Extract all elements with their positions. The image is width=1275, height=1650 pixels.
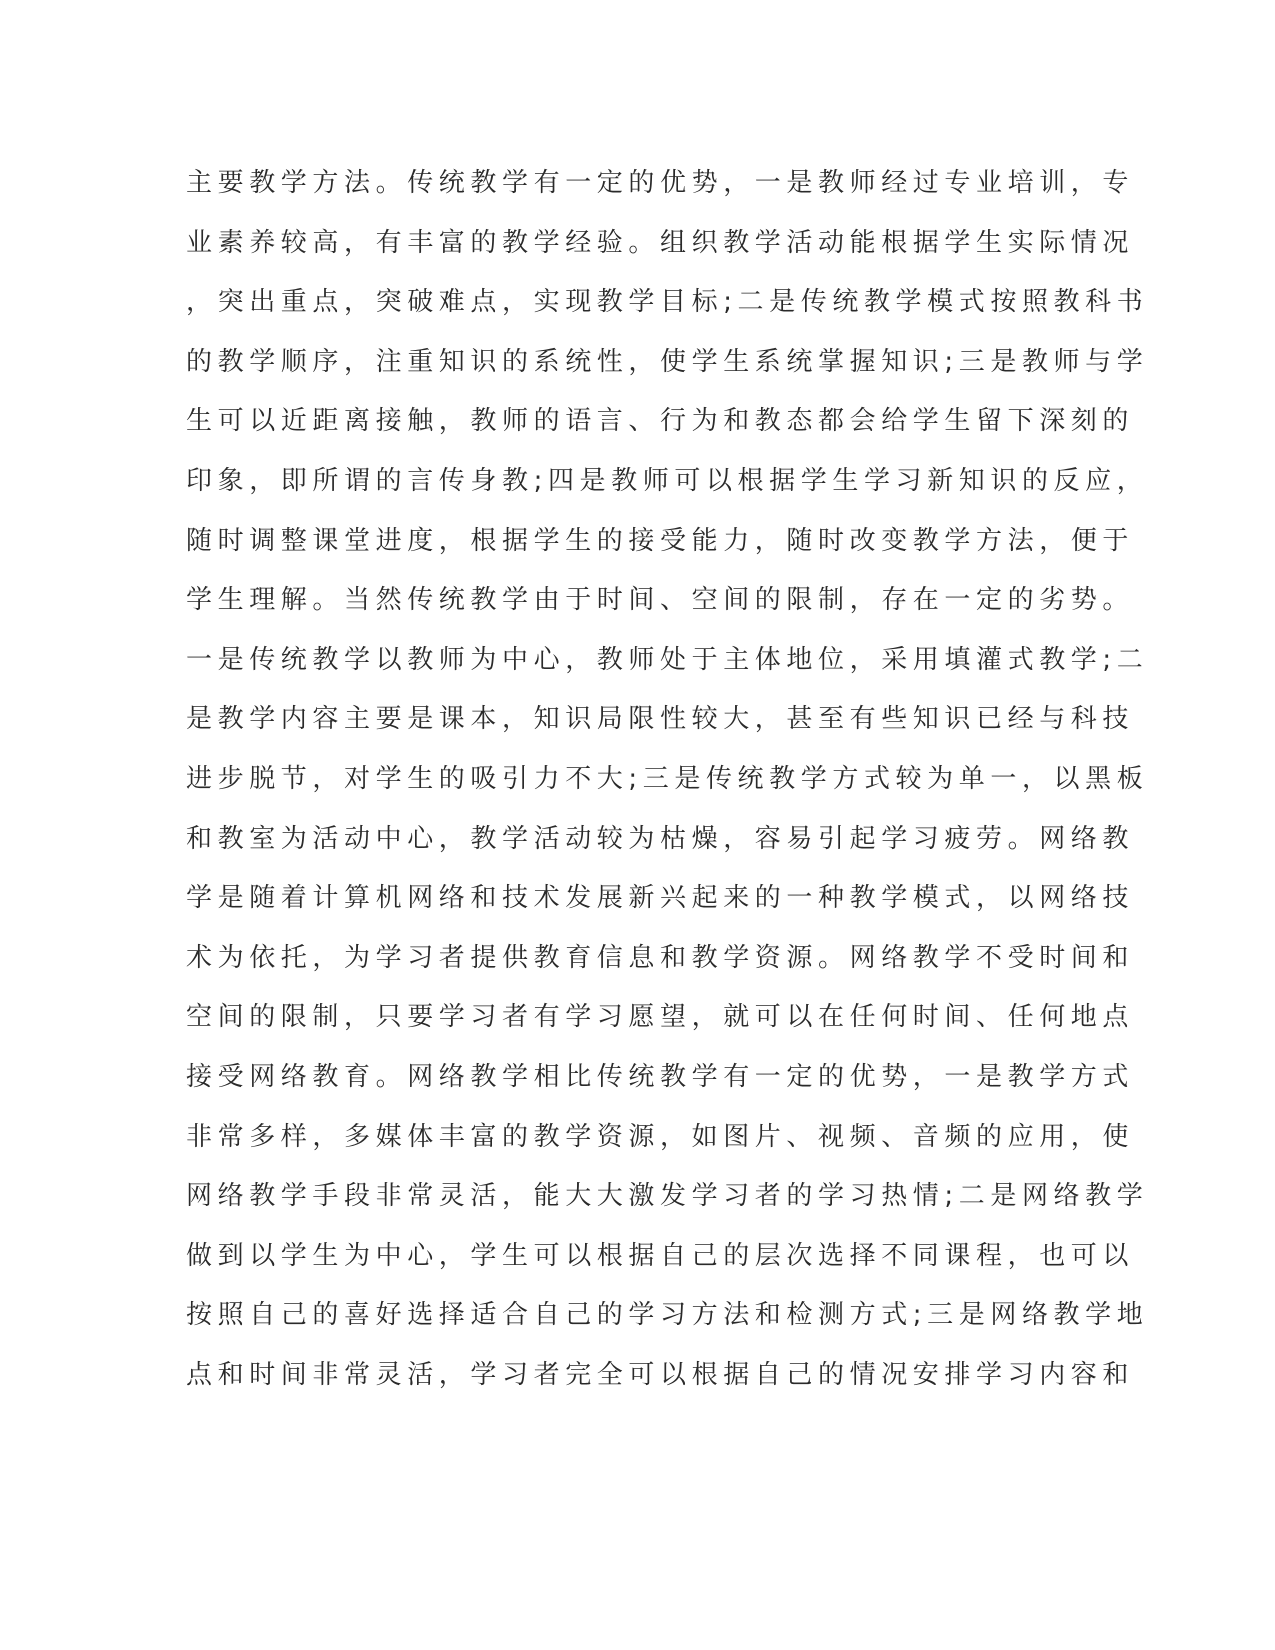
text-line: 进步脱节，对学生的吸引力不大;三是传统教学方式较为单一，以黑板	[186, 763, 1149, 794]
text-line: 的教学顺序，注重知识的系统性，使学生系统掌握知识;三是教师与学	[186, 346, 1149, 377]
text-line: 学是随着计算机网络和技术发展新兴起来的一种教学模式，以网络技	[186, 883, 1135, 914]
text-line: ，突出重点，突破难点，实现教学目标;二是传统教学模式按照教科书	[186, 287, 1149, 318]
body-paragraph	[186, 154, 1149, 1405]
text-line: 一是传统教学以教师为中心，教师处于主体地位，采用填灌式教学;二	[186, 644, 1149, 675]
text-line: 业素养较高，有丰富的教学经验。组织教学活动能根据学生实际情况	[186, 227, 1135, 258]
text-line: 非常多样，多媒体丰富的教学资源，如图片、视频、音频的应用，使	[186, 1121, 1135, 1152]
text-line: 生可以近距离接触，教师的语言、行为和教态都会给学生留下深刻的	[186, 406, 1135, 437]
text-line: 点和时间非常灵活，学习者完全可以根据自己的情况安排学习内容和	[186, 1359, 1135, 1390]
text-line: 和教室为活动中心，教学活动较为枯燥，容易引起学习疲劳。网络教	[186, 823, 1135, 854]
text-line: 学生理解。当然传统教学由于时间、空间的限制，存在一定的劣势。	[186, 585, 1135, 616]
text-line: 做到以学生为中心，学生可以根据自己的层次选择不同课程，也可以	[186, 1240, 1135, 1271]
text-line: 空间的限制，只要学习者有学习愿望，就可以在任何时间、任何地点	[186, 1002, 1135, 1033]
text-line: 接受网络教育。网络教学相比传统教学有一定的优势，一是教学方式	[186, 1061, 1135, 1092]
text-line: 按照自己的喜好选择适合自己的学习方法和检测方式;三是网络教学地	[186, 1300, 1149, 1331]
text-line: 印象，即所谓的言传身教;四是教师可以根据学生学习新知识的反应，	[186, 465, 1149, 496]
text-line: 主要教学方法。传统教学有一定的优势，一是教师经过专业培训，专	[186, 168, 1135, 198]
text-line: 随时调整课堂进度，根据学生的接受能力，随时改变教学方法，便于	[186, 525, 1135, 556]
text-line: 术为依托，为学习者提供教育信息和教学资源。网络教学不受时间和	[186, 942, 1135, 973]
text-line: 网络教学手段非常灵活，能大大激发学习者的学习热情;二是网络教学	[186, 1181, 1149, 1212]
text-line: 是教学内容主要是课本，知识局限性较大，甚至有些知识已经与科技	[186, 704, 1135, 735]
